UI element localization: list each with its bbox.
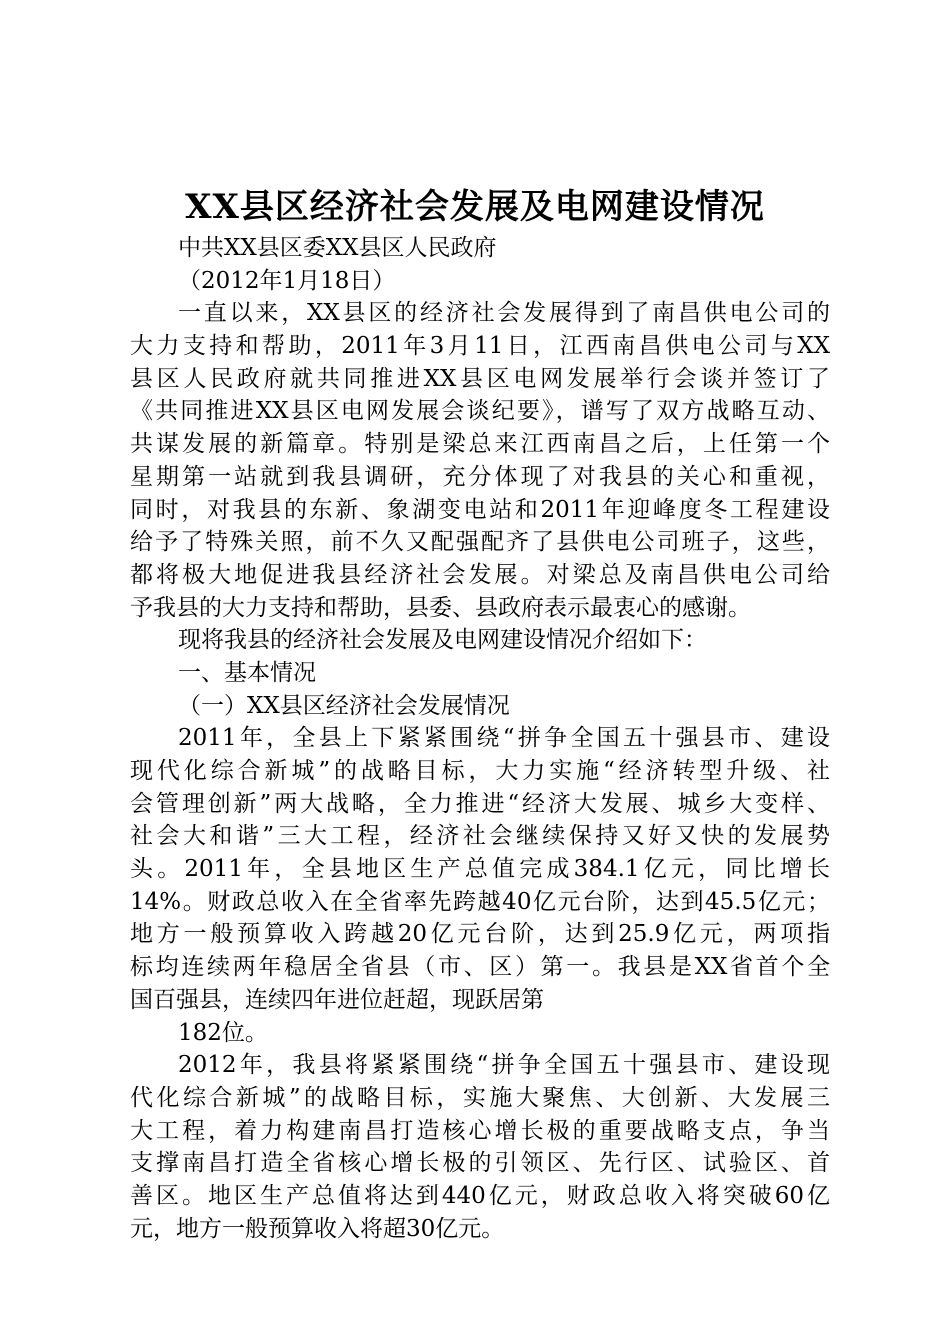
body-line: 头。2011年，全县地区生产总值完成384.1亿元，同比增长: [130, 856, 830, 883]
body-line: 善区。地区生产总值将达到440亿元，财政总收入将突破60亿: [130, 1182, 830, 1209]
body-line: 大工程，着力构建南昌打造核心增长极的重要战略支点，争当: [130, 1117, 830, 1144]
body-line: 现代化综合新城”的战略目标，大力实施“经济转型升级、社: [130, 758, 830, 784]
body-line: 予我县的大力支持和帮助，县委、县政府表示最衷心的感谢。: [130, 594, 751, 621]
body-line: 一、基本情况: [178, 659, 316, 686]
body-line: 元，地方一般预算收入将超30亿元。: [130, 1215, 505, 1242]
body-line: 会管理创新”两大战略，全力推进“经济大发展、城乡大变样、: [130, 790, 830, 817]
body-line: 都将极大地促进我县经济社会发展。对梁总及南昌供电公司给: [130, 561, 830, 588]
body-line: 182位。: [178, 1019, 268, 1046]
body-line: 星期第一站就到我县调研，充分体现了对我县的关心和重视，: [130, 463, 830, 490]
body-line: 标均连续两年稳居全省县（市、区）第一。我县是XX省首个全: [130, 954, 830, 981]
body-line: 县区人民政府就共同推进XX县区电网发展举行会谈并签订了: [130, 365, 830, 392]
body-line: 大力支持和帮助，2011年3月11日，江西南昌供电公司与XX: [130, 333, 830, 360]
body-line: 同时，对我县的东新、象湖变电站和2011年迎峰度冬工程建设: [130, 496, 830, 523]
body-line: 给予了特殊关照，前不久又配强配齐了县供电公司班子，这些，: [130, 529, 830, 556]
body-line: 现将我县的经济社会发展及电网建设情况介绍如下：: [178, 627, 707, 654]
body-line: 中共XX县区委XX县区人民政府: [178, 235, 497, 261]
body-line: 2011年，全县上下紧紧围绕“拼争全国五十强县市、建设: [178, 725, 830, 752]
body-line: （一）XX县区经济社会发展情况: [178, 692, 510, 719]
body-line: 一直以来，XX县区的经济社会发展得到了南昌供电公司的: [178, 300, 830, 327]
body-line: （2012年1月18日）: [178, 267, 396, 294]
document-body: [130, 232, 830, 1245]
body-line: 地方一般预算收入跨越20亿元台阶，达到25.9亿元，两项指: [130, 921, 830, 948]
body-line: 支撑南昌打造全省核心增长极的引领区、先行区、试验区、首: [130, 1150, 830, 1177]
body-line: 2012年，我县将紧紧围绕“拼争全国五十强县市、建设现: [178, 1052, 830, 1079]
body-line: 《共同推进XX县区电网发展会谈纪要》，谱写了双方战略互动、: [130, 398, 830, 425]
document-title: XX县区经济社会发展及电网建设情况: [185, 187, 765, 227]
body-line: 代化综合新城”的战略目标，实施大聚焦、大创新、大发展三: [130, 1084, 830, 1111]
body-line: 国百强县，连续四年进位赶超，现跃居第: [130, 986, 544, 1013]
body-line: 社会大和谐”三大工程，经济社会继续保持又好又快的发展势: [130, 823, 830, 850]
body-line: 共谋发展的新篇章。特别是梁总来江西南昌之后，上任第一个: [130, 431, 830, 458]
body-line: 14%。财政总收入在全省率先跨越40亿元台阶，达到45.5亿元；: [130, 888, 830, 915]
